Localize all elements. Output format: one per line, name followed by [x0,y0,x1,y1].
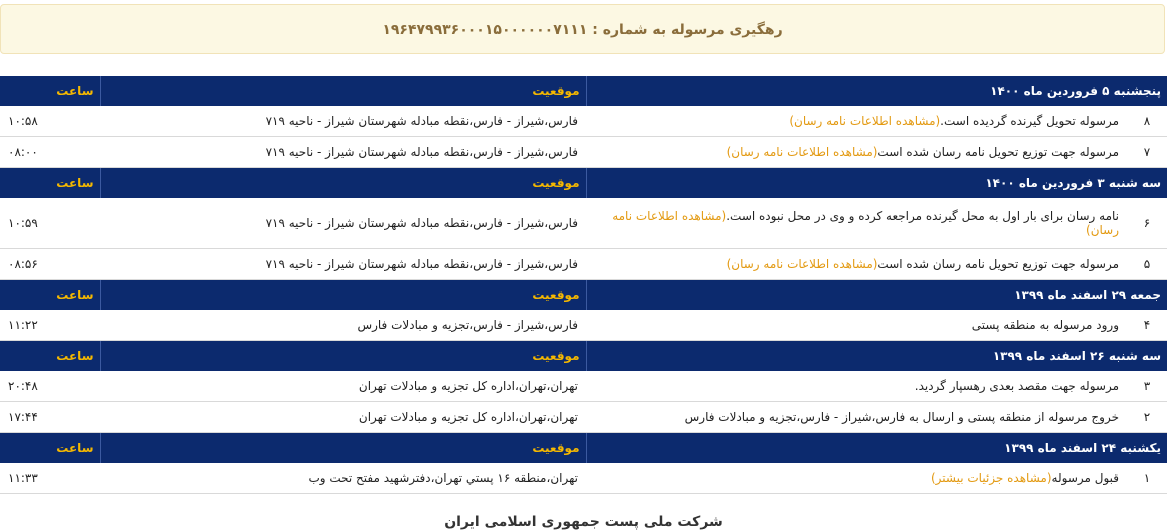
time-column-header: ساعت [0,433,100,464]
time-cell: ۱۱:۲۲ [0,310,100,341]
event-description: خروج مرسوله از منطقه پستی و ارسال به فارس،شیراز - فارس،تجزیه و مبادلات فارس [684,410,1120,424]
footer-text: شرکت ملی پست جمهوری اسلامی ایران [444,514,723,530]
event-description: ورود مرسوله به منطقه پستی [971,318,1120,332]
location-column-header: موقعیت [100,433,586,464]
event-description: مرسوله تحویل گیرنده گردیده است. [940,114,1120,128]
row-number: ۴ [1127,310,1167,341]
table-row [0,106,1167,137]
table-row [0,198,1167,249]
details-link[interactable]: (مشاهده اطلاعات نامه رسان) [612,209,1120,237]
event-description: نامه رسان برای بار اول به محل گیرنده مراجعه کرده و وی در محل نبوده است. [726,209,1120,223]
table-row [0,137,1167,168]
location-cell: فارس،شیراز - فارس،نقطه مبادله شهرستان شیراز - ناحیه ۷۱۹ [100,137,586,168]
location-column-header: موقعیت [100,76,586,106]
date-header: پنجشنبه ۵ فروردین ماه ۱۴۰۰ [586,76,1167,106]
time-cell: ۱۱:۳۳ [0,463,100,494]
time-column-header: ساعت [0,280,100,311]
event-cell [586,106,1127,137]
event-cell [586,463,1127,494]
date-header-row [0,280,1167,311]
time-cell: ۱۰:۵۹ [0,198,100,249]
location-cell: تهران،تهران،اداره کل تجزیه و مبادلات تهران [100,402,586,433]
row-number: ۲ [1127,402,1167,433]
location-cell: فارس،شیراز - فارس،نقطه مبادله شهرستان شیراز - ناحیه ۷۱۹ [100,198,586,249]
time-column-header: ساعت [0,341,100,372]
tracking-title-box [0,4,1165,54]
location-cell: فارس،شیراز - فارس،نقطه مبادله شهرستان شیراز - ناحیه ۷۱۹ [100,106,586,137]
location-cell: تهران،منطقه ۱۶ پستي تهران،دفترشهید مفتح تحت وب [100,463,586,494]
location-column-header: موقعیت [100,168,586,199]
row-number: ۵ [1127,249,1167,280]
details-link[interactable]: (مشاهده جزئیات بیشتر) [930,471,1052,485]
event-cell [586,402,1127,433]
details-link[interactable]: (مشاهده اطلاعات نامه رسان) [726,257,878,271]
date-header-row [0,433,1167,464]
event-description: مرسوله جهت مقصد بعدی رهسپار گردید. [914,379,1120,393]
row-number: ۸ [1127,106,1167,137]
event-description: مرسوله جهت توزیع تحویل نامه رسان شده است [877,145,1120,159]
date-header: جمعه ۲۹ اسفند ماه ۱۳۹۹ [586,280,1167,311]
details-link[interactable]: (مشاهده اطلاعات نامه رسان) [789,114,941,128]
row-number: ۳ [1127,371,1167,402]
time-column-header: ساعت [0,168,100,199]
row-number: ۷ [1127,137,1167,168]
location-cell: فارس،شیراز - فارس،نقطه مبادله شهرستان شیراز - ناحیه ۷۱۹ [100,249,586,280]
table-row [0,310,1167,341]
event-cell [586,249,1127,280]
date-header-row [0,341,1167,372]
location-cell: فارس،شیراز - فارس،تجزیه و مبادلات فارس [100,310,586,341]
location-cell: تهران،تهران،اداره کل تجزیه و مبادلات تهران [100,371,586,402]
time-cell: ۰۸:۰۰ [0,137,100,168]
event-description: مرسوله جهت توزیع تحویل نامه رسان شده است [877,257,1120,271]
date-header-row [0,168,1167,199]
table-row [0,249,1167,280]
table-row [0,463,1167,494]
time-column-header: ساعت [0,76,100,106]
event-cell [586,310,1127,341]
event-cell [586,137,1127,168]
date-header: سه شنبه ۲۶ اسفند ماه ۱۳۹۹ [586,341,1167,372]
time-cell: ۱۷:۴۴ [0,402,100,433]
table-row [0,402,1167,433]
time-cell: ۲۰:۴۸ [0,371,100,402]
event-cell [586,371,1127,402]
location-column-header: موقعیت [100,341,586,372]
tracking-table [0,76,1167,494]
date-header: سه شنبه ۳ فروردین ماه ۱۴۰۰ [586,168,1167,199]
table-row [0,371,1167,402]
details-link[interactable]: (مشاهده اطلاعات نامه رسان) [726,145,878,159]
date-header-row [0,76,1167,106]
event-description: قبول مرسوله [1051,471,1120,485]
row-number: ۱ [1127,463,1167,494]
time-cell: ۰۸:۵۶ [0,249,100,280]
tracking-title: رهگیری مرسوله به شماره : ۱۹۶۴۷۹۹۳۶۰۰۰۱۵۰۰۰۰۰۰۷۱۱۱ [382,22,783,38]
time-cell: ۱۰:۵۸ [0,106,100,137]
date-header: یکشنبه ۲۴ اسفند ماه ۱۳۹۹ [586,433,1167,464]
location-column-header: موقعیت [100,280,586,311]
event-cell [586,198,1127,249]
row-number: ۶ [1127,198,1167,249]
